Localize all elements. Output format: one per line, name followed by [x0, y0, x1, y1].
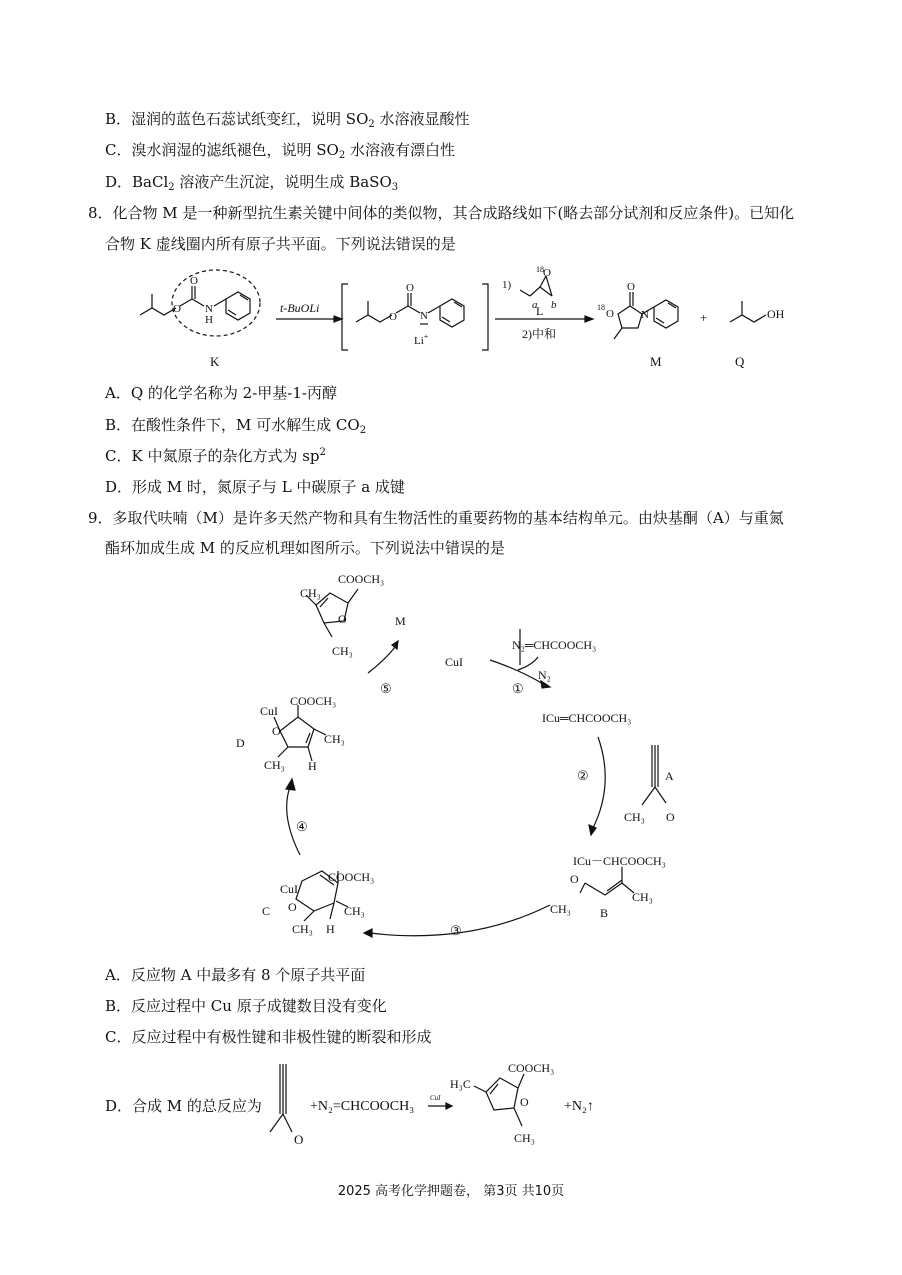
n2-release: N₂	[538, 668, 551, 682]
int-ester-oxygen: O	[389, 311, 397, 323]
k-nitrogen: N	[205, 303, 213, 315]
step-3-marker: ③	[450, 923, 462, 938]
m-methyl-left: CH₃	[300, 586, 321, 600]
reagent-tbuoli: t-BuOLi	[280, 301, 320, 315]
label-m-cycle: M	[395, 614, 406, 628]
q8-option-d: D．形成 M 时，氮原子与 L 中碳原子 a 成键	[105, 478, 405, 496]
c-hydrogen: H	[326, 922, 335, 936]
label-b: B	[600, 906, 609, 920]
q-hydroxyl: OH	[767, 307, 785, 321]
q8-stem-line2: 合物 K 虚线圈内所有原子共平面。下列说法错误的是	[105, 235, 456, 253]
epoxide-isotope: 18	[536, 265, 544, 274]
q8-option-a: A．Q 的化学名称为 2-甲基-1-丙醇	[105, 384, 337, 402]
b-methyl-right: CH₃	[632, 890, 653, 904]
carbene-intermediate: ICu═CHCOOCH₃	[542, 711, 632, 725]
c-methyl-right: CH₃	[344, 904, 365, 918]
catalyst-cui: CuI	[445, 655, 463, 669]
label-c: C	[262, 904, 271, 918]
eq-methyl-left: H₃C	[450, 1077, 471, 1091]
q8-option-b: B．在酸性条件下，M 可水解生成 $CO_2$	[105, 416, 367, 436]
epoxide-oxygen: O	[543, 267, 551, 279]
carbon-b-label: b	[551, 299, 557, 311]
page-footer: 2025 高考化学押题卷， 第3页 共10页	[337, 1184, 565, 1199]
b-oxygen: O	[570, 872, 579, 886]
step-1-label: 1)	[502, 279, 512, 291]
label-k: K	[210, 354, 220, 369]
label-d: D	[236, 736, 245, 750]
c-ester: COOCH₃	[328, 870, 375, 884]
step-2-label: 2)中和	[522, 327, 556, 341]
q7-option-b: B．湿润的蓝色石蕊试纸变红，说明 $SO_2$ 水溶液显酸性	[105, 110, 470, 130]
m-methyl-bottom: CH₃	[332, 644, 353, 658]
label-m: M	[650, 354, 662, 369]
d-hydrogen: H	[308, 759, 317, 773]
eq-methyl-bottom: CH₃	[514, 1131, 535, 1145]
q8-option-c: C．K 中氮原子的杂化方式为 $sp^2$	[105, 447, 326, 465]
q8-synthesis-scheme	[130, 262, 810, 374]
m-ring-oxygen: O	[606, 308, 614, 320]
eq-a-oxygen: O	[294, 1132, 304, 1147]
m-ester: COOCH₃	[338, 572, 385, 586]
q8-stem-line1: 8．化合物 M 是一种新型抗生素关键中间体的类似物，其合成路线如下(略去部分试剂和反应条件)。已知化	[88, 204, 795, 222]
k-hydrogen: H	[205, 314, 213, 326]
c-methyl-bottom: CH₃	[292, 922, 313, 936]
label-l: L	[536, 304, 544, 318]
q9-stem-line1: 9．多取代呋喃（M）是许多天然产物和具有生物活性的重要药物的基本结构单元。由炔基酮（A）与重氮	[88, 509, 784, 527]
q9-option-d-label: D．合成 M 的总反应为	[105, 1097, 262, 1115]
m-nitrogen: N	[641, 309, 649, 321]
eq-furan-oxygen: O	[520, 1095, 529, 1109]
diazo-reagent: N₂═CHCOOCH₃	[512, 638, 597, 652]
step-5-marker: ⑤	[380, 681, 392, 696]
d-oxygen: O	[272, 724, 281, 738]
c-oxygen: O	[288, 900, 297, 914]
step-4-marker: ④	[296, 819, 308, 834]
eq-catalyst: CuI	[430, 1094, 441, 1102]
q7-option-c: C．溴水润湿的滤纸褪色，说明 $SO_2$ 水溶液有漂白性	[105, 141, 455, 161]
q9-option-c: C．反应过程中有极性键和非极性键的断裂和形成	[105, 1028, 432, 1046]
eq-n2-product: +N₂↑	[564, 1099, 594, 1114]
d-copper: CuI	[260, 704, 278, 718]
m-oxygen: O	[338, 612, 347, 626]
k-ester-oxygen: O	[173, 303, 181, 315]
int-carbonyl-oxygen: O	[406, 282, 414, 294]
int-nitrogen: N	[420, 310, 428, 322]
q9-option-b: B．反应过程中 Cu 原子成键数目没有变化	[105, 997, 387, 1015]
c-copper: CuI	[280, 882, 298, 896]
a-methyl: CH₃	[624, 810, 645, 824]
d-methyl-bottom: CH₃	[264, 758, 285, 772]
d-ester: COOCH₃	[290, 694, 337, 708]
a-oxygen: O	[666, 810, 675, 824]
m-isotope: 18	[597, 303, 605, 312]
q9-overall-equation	[260, 1056, 640, 1156]
b-methyl-left: CH₃	[550, 902, 571, 916]
m-carbonyl-oxygen: O	[627, 281, 635, 293]
q9-stem-line2: 酯环加成生成 M 的反应机理如图所示。下列说法中错误的是	[105, 539, 505, 557]
plus-sign: +	[700, 310, 708, 325]
q9-catalytic-cycle	[220, 565, 700, 960]
int-lithium: Li+	[414, 332, 429, 347]
eq-diazo: +N₂=CHCOOCH₃	[310, 1099, 415, 1114]
eq-ester: COOCH₃	[508, 1061, 555, 1075]
q9-option-a: A．反应物 A 中最多有 8 个原子共平面	[105, 966, 366, 984]
d-methyl-right: CH₃	[324, 732, 345, 746]
b-organocopper: ICu－CHCOOCH₃	[573, 854, 666, 868]
q7-option-d: D．BaCl$_2$ 溶液产生沉淀，说明生成 BaSO$_3$	[105, 173, 399, 193]
label-q: Q	[735, 354, 745, 369]
label-a: A	[665, 769, 674, 783]
step-1-marker: ①	[512, 681, 524, 696]
step-2-marker: ②	[577, 768, 589, 783]
k-carbonyl-oxygen: O	[190, 275, 198, 287]
carbon-a-label: a	[532, 299, 538, 311]
